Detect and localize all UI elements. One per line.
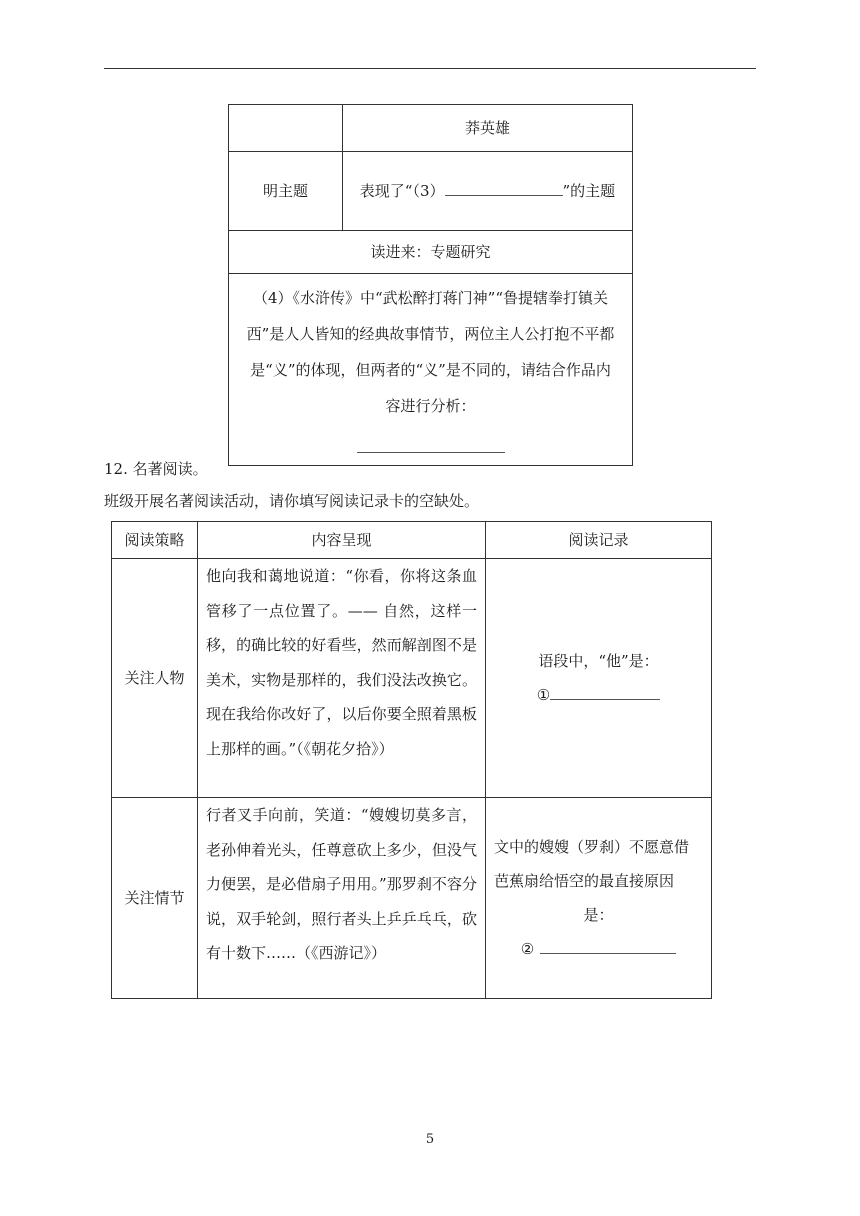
table-row xyxy=(229,105,633,152)
strategy-cell: 关注情节 xyxy=(112,798,198,999)
content-cell: 他向我和蔼地说道：“你看，你将这条血管移了一点位置了。—— 自然，这样一移，的确比较的好看些，然而解剖图不是美术，实物是那样的，我们没法改换它。现在我给你改好了，以后你要全照着黑板上那样的画。”（《朝花夕拾》） xyxy=(198,559,486,798)
theme-label: 明主题 xyxy=(229,152,343,231)
answer-blank-4[interactable] xyxy=(357,434,505,453)
answer-blank-1[interactable] xyxy=(550,681,660,700)
reading-guide-table xyxy=(228,104,633,466)
theme-text-before: 表现了“（3） xyxy=(359,182,445,200)
question-4-text: （4）《水浒传》中“武松醉打蒋门神”“鲁提辖拳打镇关西”是人人皆知的经典故事情节，两位主人公打抱不平都是“义”的体现，但两者的“义”是不同的，请结合作品内容进行分析： xyxy=(246,289,615,415)
column-header: 内容呈现 xyxy=(198,522,486,559)
page-number: 5 xyxy=(425,1132,435,1147)
table-row xyxy=(112,798,712,999)
record-text: 语段中，“他”是： xyxy=(538,652,659,670)
column-header: 阅读记录 xyxy=(486,522,712,559)
record-cell xyxy=(486,798,712,999)
strategy-cell: 关注人物 xyxy=(112,559,198,798)
section-header: 读进来：专题研究 xyxy=(229,231,633,274)
header-rule xyxy=(104,68,756,69)
answer-blank-2[interactable] xyxy=(540,935,676,954)
column-header: 阅读策略 xyxy=(112,522,198,559)
content-cell: 行者叉手向前，笑道：“嫂嫂切莫多言，老孙伸着光头，任尊意砍上多少，但没气力便罢，是必借扇子用用。”那罗刹不容分说，双手轮剑，照行者头上乒乒乓乓，砍有十数下……（《西游记》） xyxy=(198,798,486,999)
record-marker: ② xyxy=(520,940,535,958)
record-marker: ① xyxy=(536,686,551,704)
table-cell xyxy=(229,105,343,152)
answer-blank-3[interactable] xyxy=(445,177,563,196)
record-cell xyxy=(486,559,712,798)
table-row xyxy=(229,152,633,231)
reading-record-table xyxy=(111,521,712,999)
question-12-instruction: 班级开展名著阅读活动，请你填写阅读记录卡的空缺处。 xyxy=(104,492,480,510)
table-cell: 莽英雄 xyxy=(343,105,633,152)
table-row xyxy=(229,231,633,274)
theme-cell xyxy=(343,152,633,231)
table-row xyxy=(112,559,712,798)
question-12-title: 12. 名著阅读。 xyxy=(104,460,208,478)
record-text: 文中的嫂嫂（罗刹）不愿意借芭蕉扇给悟空的最直接原因是： xyxy=(494,838,690,924)
theme-text-after: ”的主题 xyxy=(562,182,616,200)
question-4-cell xyxy=(229,274,633,466)
table-row xyxy=(229,274,633,466)
table-header-row xyxy=(112,522,712,559)
